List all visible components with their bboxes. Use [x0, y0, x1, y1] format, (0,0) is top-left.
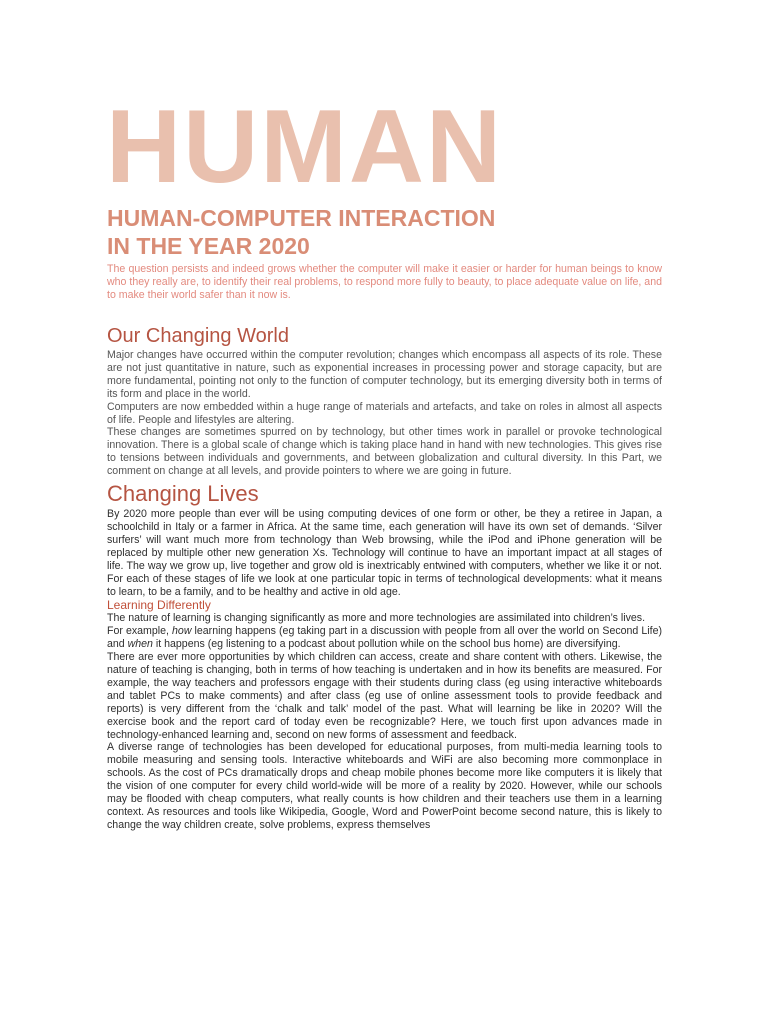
paragraph: The nature of learning is changing significantly as more and more technologies are assimilated into children’s lives. — [107, 612, 646, 625]
paragraph: Major changes have occurred within the computer revolution; changes which encompass all aspects of its role. These are not just quantitative in nature, such as exponential increases in processing power and storage capacity, but are more fundamental, pointing not only to the function of computer technology, but its emerging diversity both in terms of its form and place in the world. — [107, 349, 662, 400]
emphasis-text: when — [127, 638, 153, 651]
section-heading: Changing Lives — [107, 481, 259, 507]
section-heading: Our Changing World — [107, 325, 289, 347]
text-run: it happens (eg listening to a podcast about pollution while on the school bus home) are diversifying. — [152, 638, 621, 651]
subtitle-line-2: IN THE YEAR 2020 — [107, 233, 310, 259]
section-learning-differently — [107, 598, 662, 831]
paragraph: By 2020 more people than ever will be using computing devices of one form or other, be they a retiree in Japan, a schoolchild in Italy or a farmer in Africa. At the same time, each generation will have its own set of demands. ‘Silver surfers’ will want much more from technology than Web browsing, while the iPod and iPhone generation will be replaced by multiple other new generation Xs. Technology will continue to have an important impact at all stages of life. The way we grow up, live together and grow old is inextricably entwined with computers, whether we like it or not. For each of these stages of life we look at one particular topic in terms of technological developments: what it means to learn, to be a family, and to be healthy and active in old age. — [107, 508, 662, 598]
paragraph: Computers are now embedded within a huge range of materials and artefacts, and take on roles in almost all aspects of life. People and lifestyles are altering. — [107, 400, 662, 426]
big-title: HUMAN — [106, 89, 504, 205]
subtitle — [107, 204, 495, 260]
subtitle-line-1: HUMAN-COMPUTER INTERACTION — [107, 205, 496, 231]
paragraph: There are ever more opportunities by which children can access, create and share content with others. Likewise, the nature of teaching is changing, both in terms of how teaching is undertaken and in how its benefits are measured. For example, the way teachers and professors engage with their students during class (eg using interactive whiteboards and tablet PCs to make comments) and after class (eg use of online assessment tools to provide feedback and reports) is very different from the ‘chalk and talk’ model of the past. What will learning be like in 2020? Will the exercise book and the report card of today even be recognizable? Here, we touch first upon advances made in technology-enhanced learning and, second on new forms of assessment and feedback. — [107, 651, 662, 741]
intro-paragraph: The question persists and indeed grows whether the computer will make it easier or harder for human beings to know who they really are, to identify their real problems, to respond more fully to beauty, to place adequate value on life, and to make their world safer than it now is. — [107, 263, 662, 301]
section-our-changing-world — [107, 323, 662, 478]
subsection-heading: Learning Differently — [107, 598, 211, 613]
emphasis-text: how — [172, 625, 192, 638]
paragraph: These changes are sometimes spurred on by technology, but other times work in parallel or provoke technological innovation. There is a global scale of change which is taking place hand in hand with new technologies. This gives rise to tensions between individuals and governments, and between globalization and cultural diversity. In this Part, we comment on change at all levels, and provide pointers to where we are going in future. — [107, 426, 662, 478]
paragraph — [107, 625, 662, 651]
paragraph: A diverse range of technologies has been developed for educational purposes, from multi-media learning tools to mobile measuring and sensing tools. Interactive whiteboards and WiFi are also becoming more commonplace in schools. As the cost of PCs dramatically drops and cheap mobile phones become more like computers it is likely that the vision of one computer for every child world-wide will be more of a reality by 2020. However, while our schools may be flooded with cheap computers, what really counts is how children and their teachers use them in a learning context. As resources and tools like Wikipedia, Google, Word and PowerPoint become second nature, this is likely to change the way children create, solve problems, express themselves — [107, 741, 662, 831]
text-run: For example, — [107, 625, 173, 638]
section-changing-lives — [107, 480, 662, 598]
text-run: learning happens (eg taking part in a discussion with people from all over the world on Second Life) and — [107, 625, 662, 651]
main-content — [107, 323, 662, 832]
